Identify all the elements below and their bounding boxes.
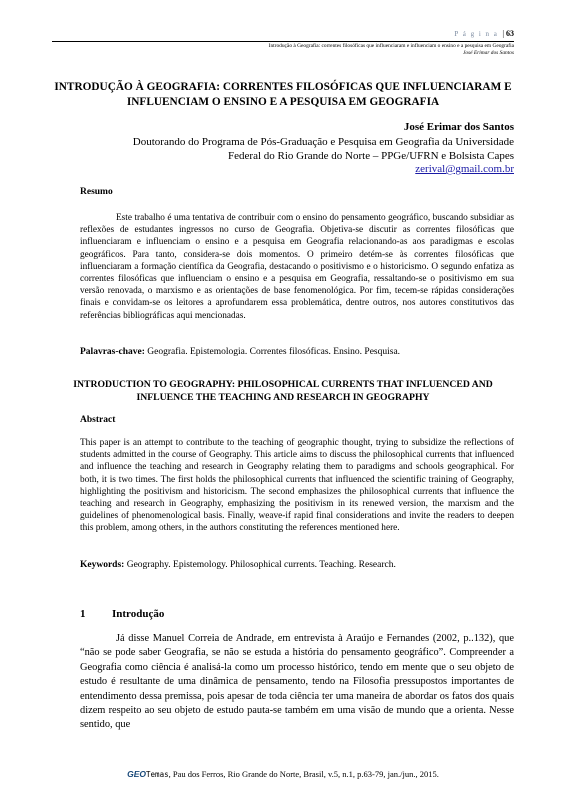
resumo-paragraph: Este trabalho é uma tentativa de contribuir com o ensino do pensamento geográfico, buscando subsidiar as reflexões de estudantes ingressos no curso de Geografia. Objetiva-se discutir as correntes filosóficas que influenciaram e influenciam o ensino e a pesquisa em Geografia relacionando-as aos paradigmas e escolas geográficos. Para tanto, considera-se dois momentos. O primeiro detém-se às correntes filosóficas que influenciaram a formação científica da Geografia, destacando o positivismo e o historicismo. O segundo enfatiza as correntes filosóficas que influenciam o ensino e a pesquisa em Geografia, ressaltando-se o positivismo em sua versão renovada, o marxismo e as orientações de base fenomenológica. Por fim, tecem-se rápidas considerações finais e convidam-se os leitores a aprofundarem essa problemática, dentre outros, nos autores constitutivos das referências bibliográficas aqui mencionadas. xyxy=(80,213,514,321)
keywords-list: Geography. Epistemology. Philosophical currents. Teaching. Research. xyxy=(124,560,396,570)
keywords-label: Keywords: xyxy=(80,560,125,570)
page-number: 63 xyxy=(506,29,514,38)
palavras-chave xyxy=(80,347,514,357)
journal-logo-geo: GEO xyxy=(127,769,147,779)
footer-citation: , Pau dos Ferros, Rio Grande do Norte, Brasil, v.5, n.1, p.63-79, jan./jun., 2015. xyxy=(168,769,439,779)
keywords xyxy=(80,560,514,570)
affiliation-line-1: Doutorando do Programa de Pós-Graduação e Pesquisa em Geografia da Universidade xyxy=(132,136,514,148)
affiliation-line-2: Federal do Rio Grande do Norte – PPGe/UFRN e Bolsista Capes xyxy=(228,150,514,162)
introduction-paragraph: Já disse Manuel Correia de Andrade, em entrevista à Araújo e Fernandes (2002, p..132), que “não se pode saber Geografia, se não se estuda a história do pensamento geográfico”. Compreender a Geografia como ciência é analisá-la como um processo histórico, tendo em mente que o seu objeto de estudo é resultante de uma dinâmica de pensamento, tendo na Filosofia pressupostos importantes de entendimento dessa premissa, pois apesar de toda ciência ter uma maneira de abordar os fatos dos quais dizem respeito ao seu objeto de estudo pauta-se também em uma visão de mundo que a orienta. Nesse sentido, que xyxy=(80,633,514,731)
article-title: INTRODUÇÃO À GEOGRAFIA: CORRENTES FILOSÓFICAS QUE INFLUENCIARAM E INFLUENCIAM O ENSINO E A PESQUISA EM GEOGRAFIA xyxy=(54,81,512,108)
author-name: José Erimar dos Santos xyxy=(403,121,514,133)
section-heading: Introdução xyxy=(112,608,165,620)
resumo-body xyxy=(80,212,514,322)
header-rule xyxy=(52,41,514,42)
palavras-chave-label: Palavras-chave: xyxy=(80,347,145,357)
running-title: Introdução à Geografia: correntes filosóficas que influenciaram e influenciam o ensino e a pesquisa em Geografia xyxy=(268,43,514,49)
resumo-heading: Resumo xyxy=(80,187,113,197)
page-number-separator: | xyxy=(500,29,504,38)
journal-logo-temas: Temas xyxy=(146,770,169,779)
abstract-body: This paper is an attempt to contribute to the teaching of geographic thought, trying to subsidize the reflections of students admitted in the course of Geography. This article aims to discuss the philosophical currents that influenced and influence the teaching and research in Geography relating them to paradigms and schools geographical. For both, it is two times. The first holds the philosophical currents that influenced the scientific training of Geography, highlighting the positivism and historicism. The second emphasizes the philosophical currents that influence the teaching and research in Geography, emphasizing the positivism in its renewed version, the marxism and the guidelines of phenomenological basis. Finally, weave-if rapid final considerations and invite the readers to deepen this problem, among others, in the authors constituting the references mentioned here. xyxy=(80,438,514,534)
section-number: 1 xyxy=(80,608,86,620)
introduction-body xyxy=(80,632,514,733)
page-header xyxy=(454,29,514,38)
author-email-link[interactable]: zerival@gmail.com.br xyxy=(415,163,514,175)
palavras-chave-list: Geografia. Epistemologia. Correntes filosóficas. Ensino. Pesquisa. xyxy=(144,347,401,357)
author-affiliation xyxy=(84,135,514,163)
running-author: José Erimar dos Santos xyxy=(462,50,514,56)
page-label: P á g i n a xyxy=(454,30,499,38)
abstract-heading: Abstract xyxy=(80,415,116,425)
english-title: INTRODUCTION TO GEOGRAPHY: PHILOSOPHICAL CURRENTS THAT INFLUENCED AND INFLUENCE THE TEACHING AND RESEARCH IN GEOGRAPHY xyxy=(73,379,493,403)
page-footer xyxy=(0,769,566,779)
